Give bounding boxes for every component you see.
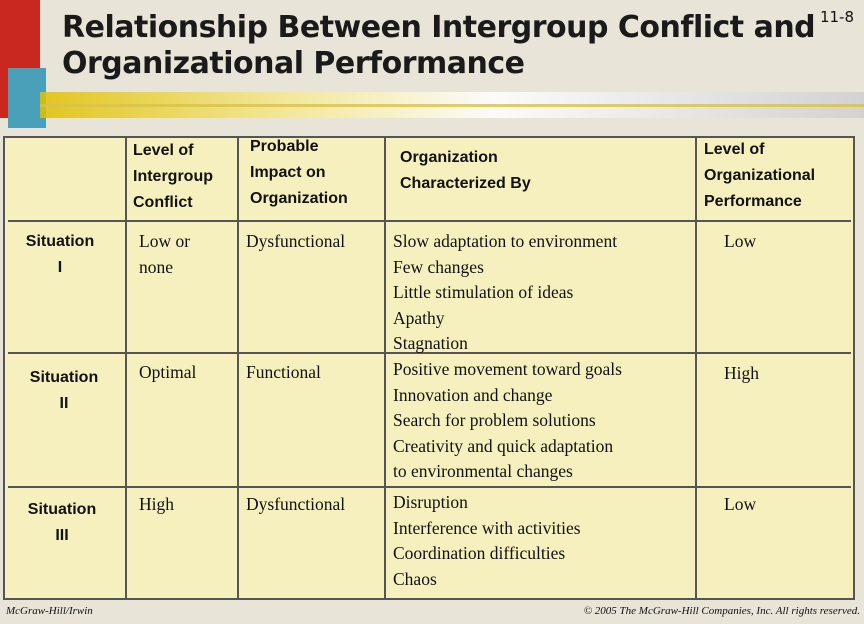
performance-value: Low [724, 231, 757, 251]
header-line: Level of [704, 141, 765, 158]
slide-title-line-1: Relationship Between Intergroup Conflict and [62, 10, 816, 45]
characteristic-item: Apathy [393, 307, 445, 328]
header-line: Level of [133, 142, 194, 159]
row-divider-header [8, 220, 851, 222]
column-divider-3 [384, 136, 386, 598]
slide-number: 11-8 [819, 8, 854, 26]
header-line: Intergroup [133, 168, 213, 185]
header-line: Probable [250, 138, 319, 155]
situation-label [16, 365, 112, 417]
header-line: Organization [400, 149, 498, 166]
conflict-level [139, 229, 190, 280]
situation-line: III [55, 527, 69, 544]
characteristics-list [393, 229, 617, 357]
header-line: Organizational [704, 167, 816, 184]
conflict-line: High [139, 494, 174, 514]
situation-line: Situation [29, 369, 99, 386]
footer-copyright: © 2005 The McGraw-Hill Companies, Inc. All rights reserved. [583, 605, 860, 617]
column-divider-1 [125, 136, 127, 598]
row-divider-2 [8, 486, 851, 488]
situation-line: Situation [25, 233, 95, 250]
column-divider-4 [695, 136, 697, 598]
performance-value: Low [724, 494, 757, 514]
characteristic-item: Slow adaptation to environment [393, 231, 618, 251]
characteristics-list [393, 357, 622, 485]
conflict-level [139, 492, 174, 518]
header-characterized-by [400, 145, 531, 197]
slide-title [62, 10, 822, 82]
situation-line: I [57, 259, 63, 276]
impact-value: Dysfunctional [246, 494, 346, 514]
characteristic-item: Few changes [393, 256, 484, 277]
characteristic-item: Little stimulation of ideas [393, 282, 574, 302]
situation-label [12, 229, 108, 281]
header-line: Organization [250, 190, 348, 207]
situation-line: II [59, 395, 69, 412]
footer-publisher: McGraw-Hill/Irwin [6, 605, 93, 617]
conflict-line: Low or [139, 231, 191, 251]
header-line: Impact on [250, 164, 326, 181]
header-line: Characterized By [400, 175, 531, 192]
situation-line: Situation [27, 501, 97, 518]
characteristic-item: Innovation and change [393, 384, 553, 405]
characteristic-item: Disruption [393, 492, 468, 512]
situation-label [14, 497, 110, 549]
header-performance [704, 137, 815, 215]
conflict-line: Optimal [139, 362, 197, 382]
characteristic-item: Stagnation [393, 333, 468, 353]
header-probable-impact [250, 134, 348, 212]
characteristic-item: Creativity and quick adaptation [393, 435, 614, 456]
header-line: Conflict [133, 194, 193, 211]
impact-value: Functional [246, 362, 321, 382]
characteristic-item: Chaos [393, 568, 437, 589]
characteristic-item: Interference with activities [393, 517, 581, 538]
performance-value: High [724, 363, 759, 383]
impact-value: Dysfunctional [246, 231, 346, 251]
characteristic-item: Search for problem solutions [393, 410, 596, 430]
conflict-level [139, 360, 196, 386]
column-divider-2 [237, 136, 239, 598]
characteristic-item: Coordination difficulties [393, 543, 566, 563]
title-underline-stripe [40, 104, 864, 107]
characteristic-item: to environmental changes [393, 461, 573, 481]
slide-title-line-2: Organizational Performance [62, 46, 525, 81]
characteristic-item: Positive movement toward goals [393, 359, 622, 379]
header-line: Performance [704, 193, 802, 210]
characteristics-list [393, 490, 581, 592]
conflict-line: none [139, 256, 174, 277]
header-level-of-conflict [133, 138, 213, 216]
